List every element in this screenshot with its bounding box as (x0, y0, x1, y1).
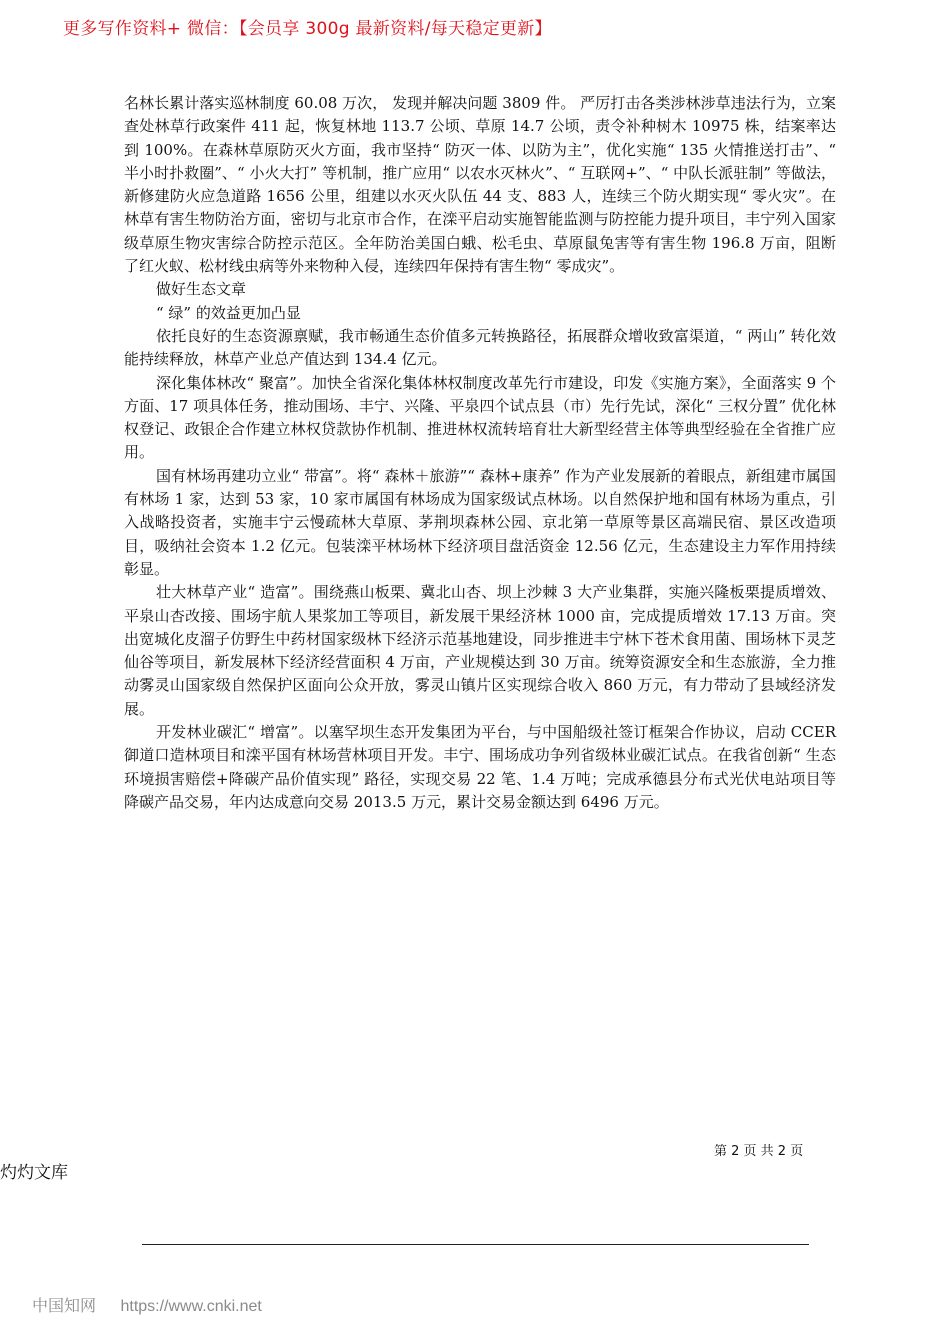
promo-banner: 更多写作资料+ 微信：【会员享 300g 最新资料/每天稳定更新】 (63, 19, 552, 39)
footer-divider (142, 1244, 809, 1245)
section-heading: 做好生态文章 (156, 280, 247, 299)
paragraph-forest-patrol: 名林长累计落实巡林制度 60.08 万次， 发现并解决问题 3809 件。 严厉打击各类涉林涉草违法行为，立案查处林草行政案件 411 起，恢复林地 113.7 公顷、草原 14.7 公顷，责令补种树木 10975 株，结案率达到 100%。在森林草原防灭火方面，我市坚持“ 防灭一体、以防为主”，优化实施“ 135 火情推送打击”、“ 半小时扑救圈”、“ 小火大打” 等机制，推广应用“ 以农水灭林火”、“ 互联网+”、“ 中队长派驻制” 等做法，新修建防火应急道路 1656 公里，组建以水灭火队伍 44 支、883 人，连续三个防火期实现“ 零火灾”。在林草有害生物防治方面，密切与北京市合作，在滦平启动实施智能监测与防控能力提升项目，丰宁列入国家级草原生物灾害综合防控示范区。全年防治美国白蛾、松毛虫、草原鼠兔害等有害生物 196.8 万亩，阻断了红火蚁、松材线虫病等外来物种入侵，连续四年保持有害生物“ 零成灾”。 (124, 94, 836, 276)
library-name: 灼灼文库 (0, 1163, 68, 1183)
paragraph-carbon-sink: 开发林业碳汇“ 增富”。以塞罕坝生态开发集团为平台，与中国船级社签订框架合作协议，启动 CCER 御道口造林项目和滦平国有林场营林项目开发。丰宁、围场成功争列省级林业碳汇试点。在我省创新“ 生态环境损害赔偿+降碳产品价值实现” 路径，实现交易 22 笔、1.4 万吨；完成承德县分布式光伏电站项目等降碳产品交易，年内达成意向交易 2013.5 万元，累计交易金额达到 6496 万元。 (124, 723, 836, 811)
source-footer (32, 1293, 262, 1316)
source-url[interactable]: https://www.cnki.net (120, 1298, 262, 1315)
document-body (124, 92, 836, 814)
section-subheading: “ 绿” 的效益更加凸显 (156, 303, 301, 322)
page-number: 第 2 页 共 2 页 (714, 1144, 804, 1159)
paragraph-forest-industry: 壮大林草产业“ 造富”。围绕燕山板栗、冀北山杏、坝上沙棘 3 大产业集群，实施兴隆板栗提质增效、平泉山杏改接、围场宇航人果浆加工等项目，新发展干果经济林 1000 亩，完成提质增效 17.13 万亩。突出宽城化皮溜子仿野生中药材国家级林下经济示范基地建设，同步推进丰宁林下苍术食用菌、围场林下灵芝仙谷等项目，新发展林下经济经营面积 4 万亩，产业规模达到 30 万亩。统筹资源安全和生态旅游，全力推动雾灵山国家级自然保护区面向公众开放，雾灵山镇片区实现综合收入 860 万元，有力带动了县域经济发展。 (124, 583, 836, 718)
source-site-name: 中国知网 (32, 1298, 97, 1315)
paragraph-ecological-value: 依托良好的生态资源禀赋，我市畅通生态价值多元转换路径，拓展群众增收致富渠道，“ 两山” 转化效能持续释放，林草产业总产值达到 134.4 亿元。 (124, 326, 836, 369)
paragraph-collective-forest-reform: 深化集体林改“ 聚富”。加快全省深化集体林权制度改革先行市建设，印发《实施方案》，全面落实 9 个方面、17 项具体任务，推动围场、丰宁、兴隆、平泉四个试点县（市）先行先试，深化“ 三权分置” 优化林权登记、政银企合作建立林权贷款协作机制、推进林权流转培育壮大新型经营主体等典型经验在全省推广应用。 (124, 373, 836, 462)
paragraph-state-forest-farms: 国有林场再建功立业“ 带富”。将“ 森林＋旅游”“ 森林+康养” 作为产业发展新的着眼点，新组建市属国有林场 1 家，达到 53 家，10 家市属国有林场成为国家级试点林场。以自然保护地和国有林场为重点，引入战略投资者，实施丰宁云慢疏林大草原、茅荆坝森林公园、京北第一草原等景区高端民宿、景区改造项目，吸纳社会资本 1.2 亿元。包装滦平林场林下经济项目盘活资金 12.56 亿元，生态建设主力军作用持续彰显。 (124, 466, 836, 578)
